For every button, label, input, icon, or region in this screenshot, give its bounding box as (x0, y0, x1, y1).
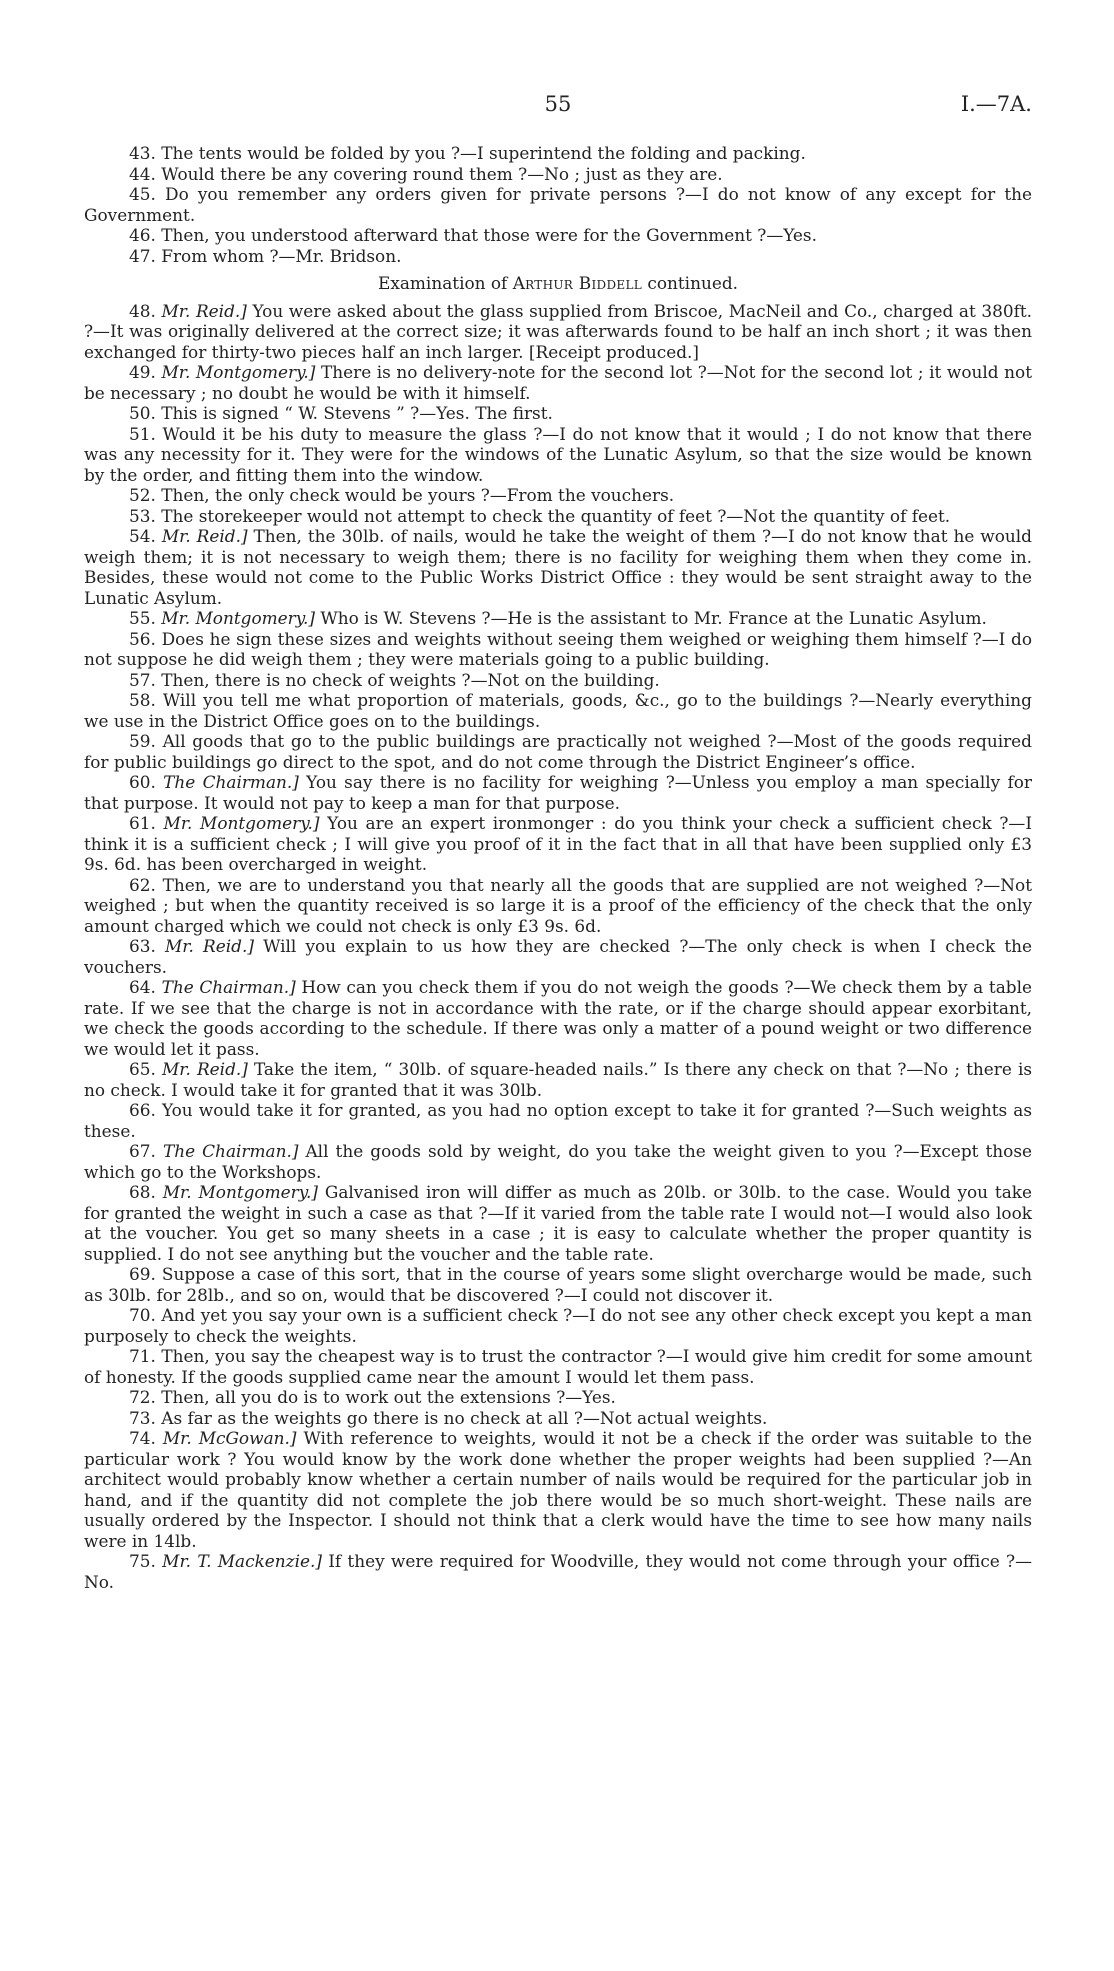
heading-suffix: continued. (647, 273, 739, 293)
question-number: 53. (129, 505, 156, 526)
question-paragraph (84, 403, 1032, 424)
question-text: As far as the weights go there is no check at all ?—Not actual weights. (161, 1407, 768, 1428)
speaker-label: Mr. Reid.] (165, 936, 254, 956)
question-text: Then, we are to understand you that nearly all the goods that are supplied are not weighed ?—Not weighed ; but when the quantity received is so large it is a proof of the efficiency of the check that the only amount charged which we could not check is only £3 9s. 6d. (84, 874, 1032, 936)
question-text: And yet you say your own is a sufficient check ?—I do not see any other check except you kept a man purposely to check the weights. (84, 1305, 1032, 1346)
question-paragraph (84, 485, 1032, 506)
question-paragraph (84, 936, 1032, 977)
question-number: 57. (129, 669, 156, 690)
speaker-label: Mr. T. Mackenzie.] (162, 1551, 322, 1571)
question-text: Then, all you do is to work out the extensions ?—Yes. (161, 1387, 616, 1407)
question-paragraph (84, 1346, 1032, 1387)
question-number: 70. (129, 1305, 156, 1325)
question-paragraph (84, 1059, 1032, 1100)
question-text: This is signed “ W. Stevens ” ?—Yes. The first. (161, 403, 553, 423)
question-paragraph (84, 1264, 1032, 1305)
question-text: Who is W. Stevens ?—He is the assistant to Mr. France at the Lunatic Asylum. (320, 608, 987, 628)
question-number: 58. (129, 690, 156, 710)
question-number: 56. (129, 628, 156, 649)
question-number: 47. (129, 245, 156, 266)
question-paragraph (84, 629, 1032, 670)
question-number: 51. (129, 423, 156, 444)
question-number: 45. (129, 184, 156, 204)
question-paragraph (84, 506, 1032, 527)
question-paragraph (84, 813, 1032, 875)
testimony-section-b (84, 301, 1032, 1593)
testimony-body (84, 143, 1032, 1592)
speaker-label: Mr. Montgomery.] (161, 608, 315, 628)
question-number: 67. (129, 1141, 156, 1161)
page-number: 55 (544, 92, 572, 116)
question-text: Take the item, “ 30lb. of square-headed nails.” Is there any check on that ?—No ; there is no check. I would take it for granted that it was 30lb. (84, 1059, 1033, 1100)
question-number: 55. (129, 608, 156, 628)
question-paragraph (84, 608, 1032, 629)
question-text: All the goods sold by weight, do you take the weight given to you ?—Except those which go to the Workshops. (84, 1141, 1032, 1182)
testimony-section-a (84, 143, 1032, 266)
speaker-label: The Chairman.] (162, 1141, 299, 1161)
question-text: Galvanised iron will differ as much as 20lb. or 30lb. to the case. Would you take for granted the weight in such a case as that ?—If it varied from the table rate I would not—I would also look at the voucher. You get so many sheets in a case ; it is easy to calculate whether the proper quantity is supplied. I do not see anything but the voucher and the table rate. (84, 1182, 1033, 1264)
question-paragraph (84, 526, 1032, 608)
question-paragraph (84, 184, 1032, 225)
question-number: 65. (129, 1059, 156, 1079)
question-text: Then, you understood afterward that those were for the Government ?—Yes. (161, 225, 817, 245)
question-number: 66. (129, 1100, 156, 1120)
question-text: Does he sign these sizes and weights without seeing them weighed or weighing them himself ?—I do not suppose he did weigh them ; they were materials going to a public building. (84, 628, 1032, 669)
question-text: There is no delivery-note for the second lot ?—Not for the second lot ; it would not be necessary ; no doubt he would be with it himself. (84, 362, 1033, 403)
question-text: You are an expert ironmonger : do you think your check a sufficient check ?—I think it is a sufficient check ; I will give you proof of it in the fact that in all that have been supplied only £3 9s. 6d. has been overcharged in weight. (84, 813, 1032, 874)
question-number: 72. (129, 1387, 156, 1407)
question-paragraph (84, 225, 1032, 246)
question-paragraph (84, 246, 1032, 267)
question-number: 73. (129, 1407, 156, 1428)
question-text: All goods that go to the public buildings are practically not weighed ?—Most of the goods required for public buildings go direct to the spot, and do not come through the District Engineer’s office. (84, 731, 1032, 772)
question-paragraph (84, 164, 1032, 185)
question-paragraph (84, 670, 1032, 691)
question-number: 44. (129, 163, 156, 184)
question-paragraph (84, 1408, 1032, 1429)
question-number: 59. (129, 731, 156, 751)
speaker-label: Mr. Reid.] (161, 526, 248, 546)
question-text: Then, you say the cheapest way is to trust the contractor ?—I would give him credit for some amount of honesty. If the goods supplied came near the amount I would let them pass. (84, 1346, 1032, 1387)
heading-witness-name: Arthur Biddell (512, 273, 642, 293)
question-number: 54. (129, 526, 156, 546)
question-paragraph (84, 143, 1032, 164)
question-text: Then, the 30lb. of nails, would he take the weight of them ?—I do not know that he would weigh them; it is not necessary to weigh them; there is no facility for weighing them when they come in. Besides, these would not come to the Public Works District Office : they would be sent straight away to the Lunatic Asylum. (84, 526, 1032, 608)
question-text: The tents would be folded by you ?—I superintend the folding and packing. (161, 143, 806, 163)
question-text: Then, the only check would be yours ?—From the vouchers. (161, 485, 675, 505)
question-text: From whom ?—Mr. Bridson. (161, 245, 402, 266)
question-paragraph (84, 875, 1032, 937)
question-paragraph (84, 362, 1032, 403)
question-number: 43. (129, 143, 156, 163)
question-number: 64. (129, 977, 156, 997)
question-text: Suppose a case of this sort, that in the course of years some slight overcharge would be made, such as 30lb. for 28lb., and so on, would that be discovered ?—I could not discover it. (84, 1264, 1032, 1305)
question-text: Do you remember any orders given for private persons ?—I do not know of any except for the Government. (84, 184, 1033, 225)
question-text: Would there be any covering round them ?—No ; just as they are. (161, 163, 723, 184)
speaker-label: Mr. Montgomery.] (162, 1182, 318, 1202)
question-paragraph (84, 731, 1032, 772)
question-paragraph (84, 424, 1032, 486)
question-paragraph (84, 690, 1032, 731)
question-text: You say there is no facility for weighing ?—Unless you employ a man specially for that purpose. It would not pay to keep a man for that purpose. (84, 772, 1032, 813)
question-number: 49. (129, 362, 156, 382)
question-number: 62. (129, 874, 156, 895)
question-number: 68. (129, 1182, 156, 1202)
question-text: Then, there is no check of weights ?—Not on the building. (161, 669, 660, 690)
question-paragraph (84, 301, 1032, 363)
question-text: Will you tell me what proportion of materials, goods, &c., go to the buildings ?—Nearly everything we use in the District Office goes on to the buildings. (84, 690, 1032, 731)
question-paragraph (84, 1428, 1032, 1551)
question-number: 74. (129, 1428, 156, 1448)
page-header (84, 92, 1032, 122)
question-number: 50. (129, 403, 156, 423)
question-paragraph (84, 1305, 1032, 1346)
document-reference: I.—7A. (960, 92, 1032, 116)
question-number: 48. (129, 300, 156, 321)
question-text: Will you explain to us how they are checked ?—The only check is when I check the vouchers. (84, 936, 1033, 977)
question-paragraph (84, 1182, 1032, 1264)
question-number: 46. (129, 225, 156, 245)
section-heading (84, 273, 1032, 294)
question-paragraph (84, 1387, 1032, 1408)
question-number: 60. (129, 772, 156, 792)
question-number: 75. (129, 1551, 156, 1571)
speaker-label: The Chairman.] (163, 772, 299, 792)
question-text: With reference to weights, would it not be a check if the order was suitable to the particular work ? You would know by the work done whether the proper weights had been supplied ?—An architect would probably know whether a certain number of nails would be required for the particular job in hand, and if the quantity did not complete the job there would be so much short-weight. These nails are usually ordered by the Inspector. I should not think that a clerk would have the time to see how many nails were in 14lb. (84, 1428, 1032, 1551)
speaker-label: Mr. Montgomery.] (163, 813, 320, 833)
speaker-label: Mr. Reid.] (161, 300, 247, 321)
question-number: 63. (129, 936, 156, 956)
speaker-label: Mr. Montgomery.] (161, 362, 316, 382)
question-paragraph (84, 772, 1032, 813)
question-number: 69. (129, 1264, 156, 1284)
question-text: The storekeeper would not attempt to check the quantity of feet ?—Not the quantity of feet. (161, 505, 951, 526)
question-text: Would it be his duty to measure the glass ?—I do not know that it would ; I do not know that there was any necessity for it. They were for the windows of the Lunatic Asylum, so that the size would be known by the order, and fitting them into the window. (84, 423, 1032, 485)
question-text: How can you check them if you do not weigh the goods ?—We check them by a table rate. If we see that the charge is not in accordance with the rate, or if the charge should appear exorbitant, we check the goods according to the schedule. If there was only a matter of a pound weight or two difference we would let it pass. (84, 977, 1032, 1059)
speaker-label: The Chairman.] (161, 977, 296, 997)
question-number: 61. (129, 813, 156, 833)
question-paragraph (84, 1100, 1032, 1141)
question-paragraph (84, 1551, 1032, 1592)
speaker-label: Mr. Reid.] (161, 1059, 248, 1079)
question-text: You would take it for granted, as you had no option except to take it for granted ?—Such weights as these. (84, 1100, 1032, 1141)
speaker-label: Mr. McGowan.] (162, 1428, 297, 1448)
question-text: You were asked about the glass supplied from Briscoe, MacNeil and Co., charged at 380ft. ?—It was originally delivered at the correct size; it was afterwards found to be half an inch short ; it was then exchanged for thirty-two pieces half an inch larger. [Receipt produced.] (84, 300, 1033, 362)
question-paragraph (84, 977, 1032, 1059)
question-number: 52. (129, 485, 156, 505)
question-number: 71. (129, 1346, 156, 1366)
heading-prefix: Examination of (377, 273, 508, 293)
question-text: If they were required for Woodville, they would not come through your office ?—No. (84, 1551, 1032, 1592)
question-paragraph (84, 1141, 1032, 1182)
